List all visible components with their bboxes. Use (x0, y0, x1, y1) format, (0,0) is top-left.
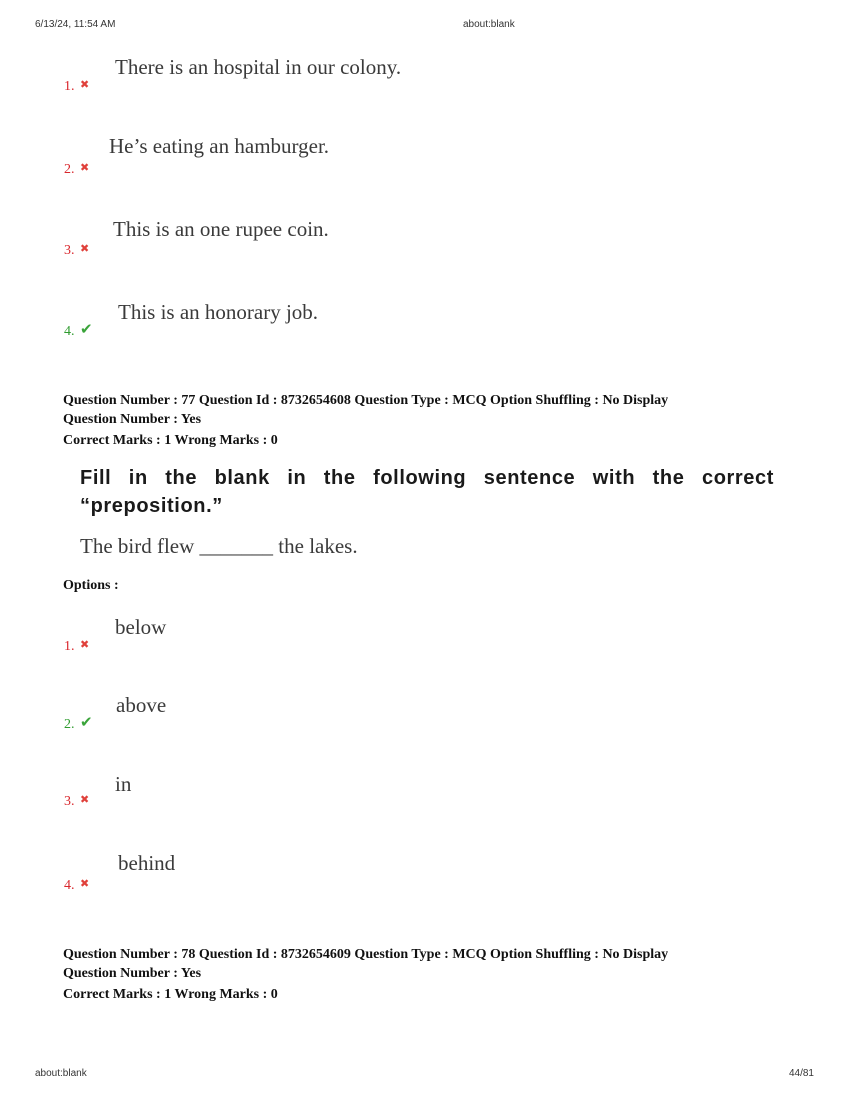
print-datetime: 6/13/24, 11:54 AM (35, 19, 116, 30)
cross-icon: ✖ (80, 638, 90, 651)
cross-icon: ✖ (80, 161, 90, 174)
option-text: behind (118, 851, 176, 875)
option-number: 2. (64, 717, 75, 732)
question-meta-line: Question Number : Yes (63, 966, 202, 981)
q77-option-2 (0, 693, 850, 753)
question-meta-line: Question Number : Yes (63, 412, 202, 427)
option-text: in (115, 772, 132, 796)
page-header (0, 19, 850, 33)
question-meta-line: Question Number : 78 Question Id : 8732654609 Question Type : MCQ Option Shuffling : No Display (63, 947, 669, 962)
question-78-meta (63, 945, 823, 1004)
page-number: 44/81 (788, 1068, 814, 1079)
option-number: 3. (64, 794, 75, 809)
option-number: 1. (64, 639, 75, 654)
option-number: 3. (64, 243, 75, 258)
option-number: 4. (64, 878, 75, 893)
option-text: This is an honorary job. (118, 300, 319, 324)
option-number: 4. (64, 324, 75, 339)
options-label: Options : (63, 578, 119, 593)
page-title: about:blank (463, 19, 515, 30)
question-sentence: The bird flew _______ the lakes. (80, 534, 358, 558)
question-marks: Correct Marks : 1 Wrong Marks : 0 (63, 987, 278, 1002)
page-footer (0, 1068, 850, 1082)
question-77-meta (63, 391, 823, 450)
prev-option-3 (0, 217, 850, 277)
option-text: above (116, 693, 167, 717)
option-text: This is an one rupee coin. (113, 217, 329, 241)
prev-option-2 (0, 134, 850, 194)
option-number: 1. (64, 79, 75, 94)
check-icon: ✔ (80, 713, 93, 731)
option-text: He’s eating an hamburger. (109, 134, 330, 158)
cross-icon: ✖ (80, 877, 90, 890)
option-text: There is an hospital in our colony. (115, 55, 402, 79)
footer-url: about:blank (35, 1068, 87, 1079)
prev-option-4 (0, 300, 850, 360)
question-marks: Correct Marks : 1 Wrong Marks : 0 (63, 433, 278, 448)
cross-icon: ✖ (80, 78, 90, 91)
question-meta-line: Question Number : 77 Question Id : 8732654608 Question Type : MCQ Option Shuffling : No Display (63, 393, 669, 408)
check-icon: ✔ (80, 320, 93, 338)
q77-option-4 (0, 851, 850, 911)
option-number: 2. (64, 162, 75, 177)
cross-icon: ✖ (80, 793, 90, 806)
question-instruction: Fill in the blank in the following sentence with the correct “preposition.” (80, 467, 774, 517)
prev-option-1 (0, 55, 850, 115)
q77-option-3 (0, 772, 850, 832)
q77-option-1 (0, 615, 850, 675)
option-text: below (115, 615, 167, 639)
cross-icon: ✖ (80, 242, 90, 255)
